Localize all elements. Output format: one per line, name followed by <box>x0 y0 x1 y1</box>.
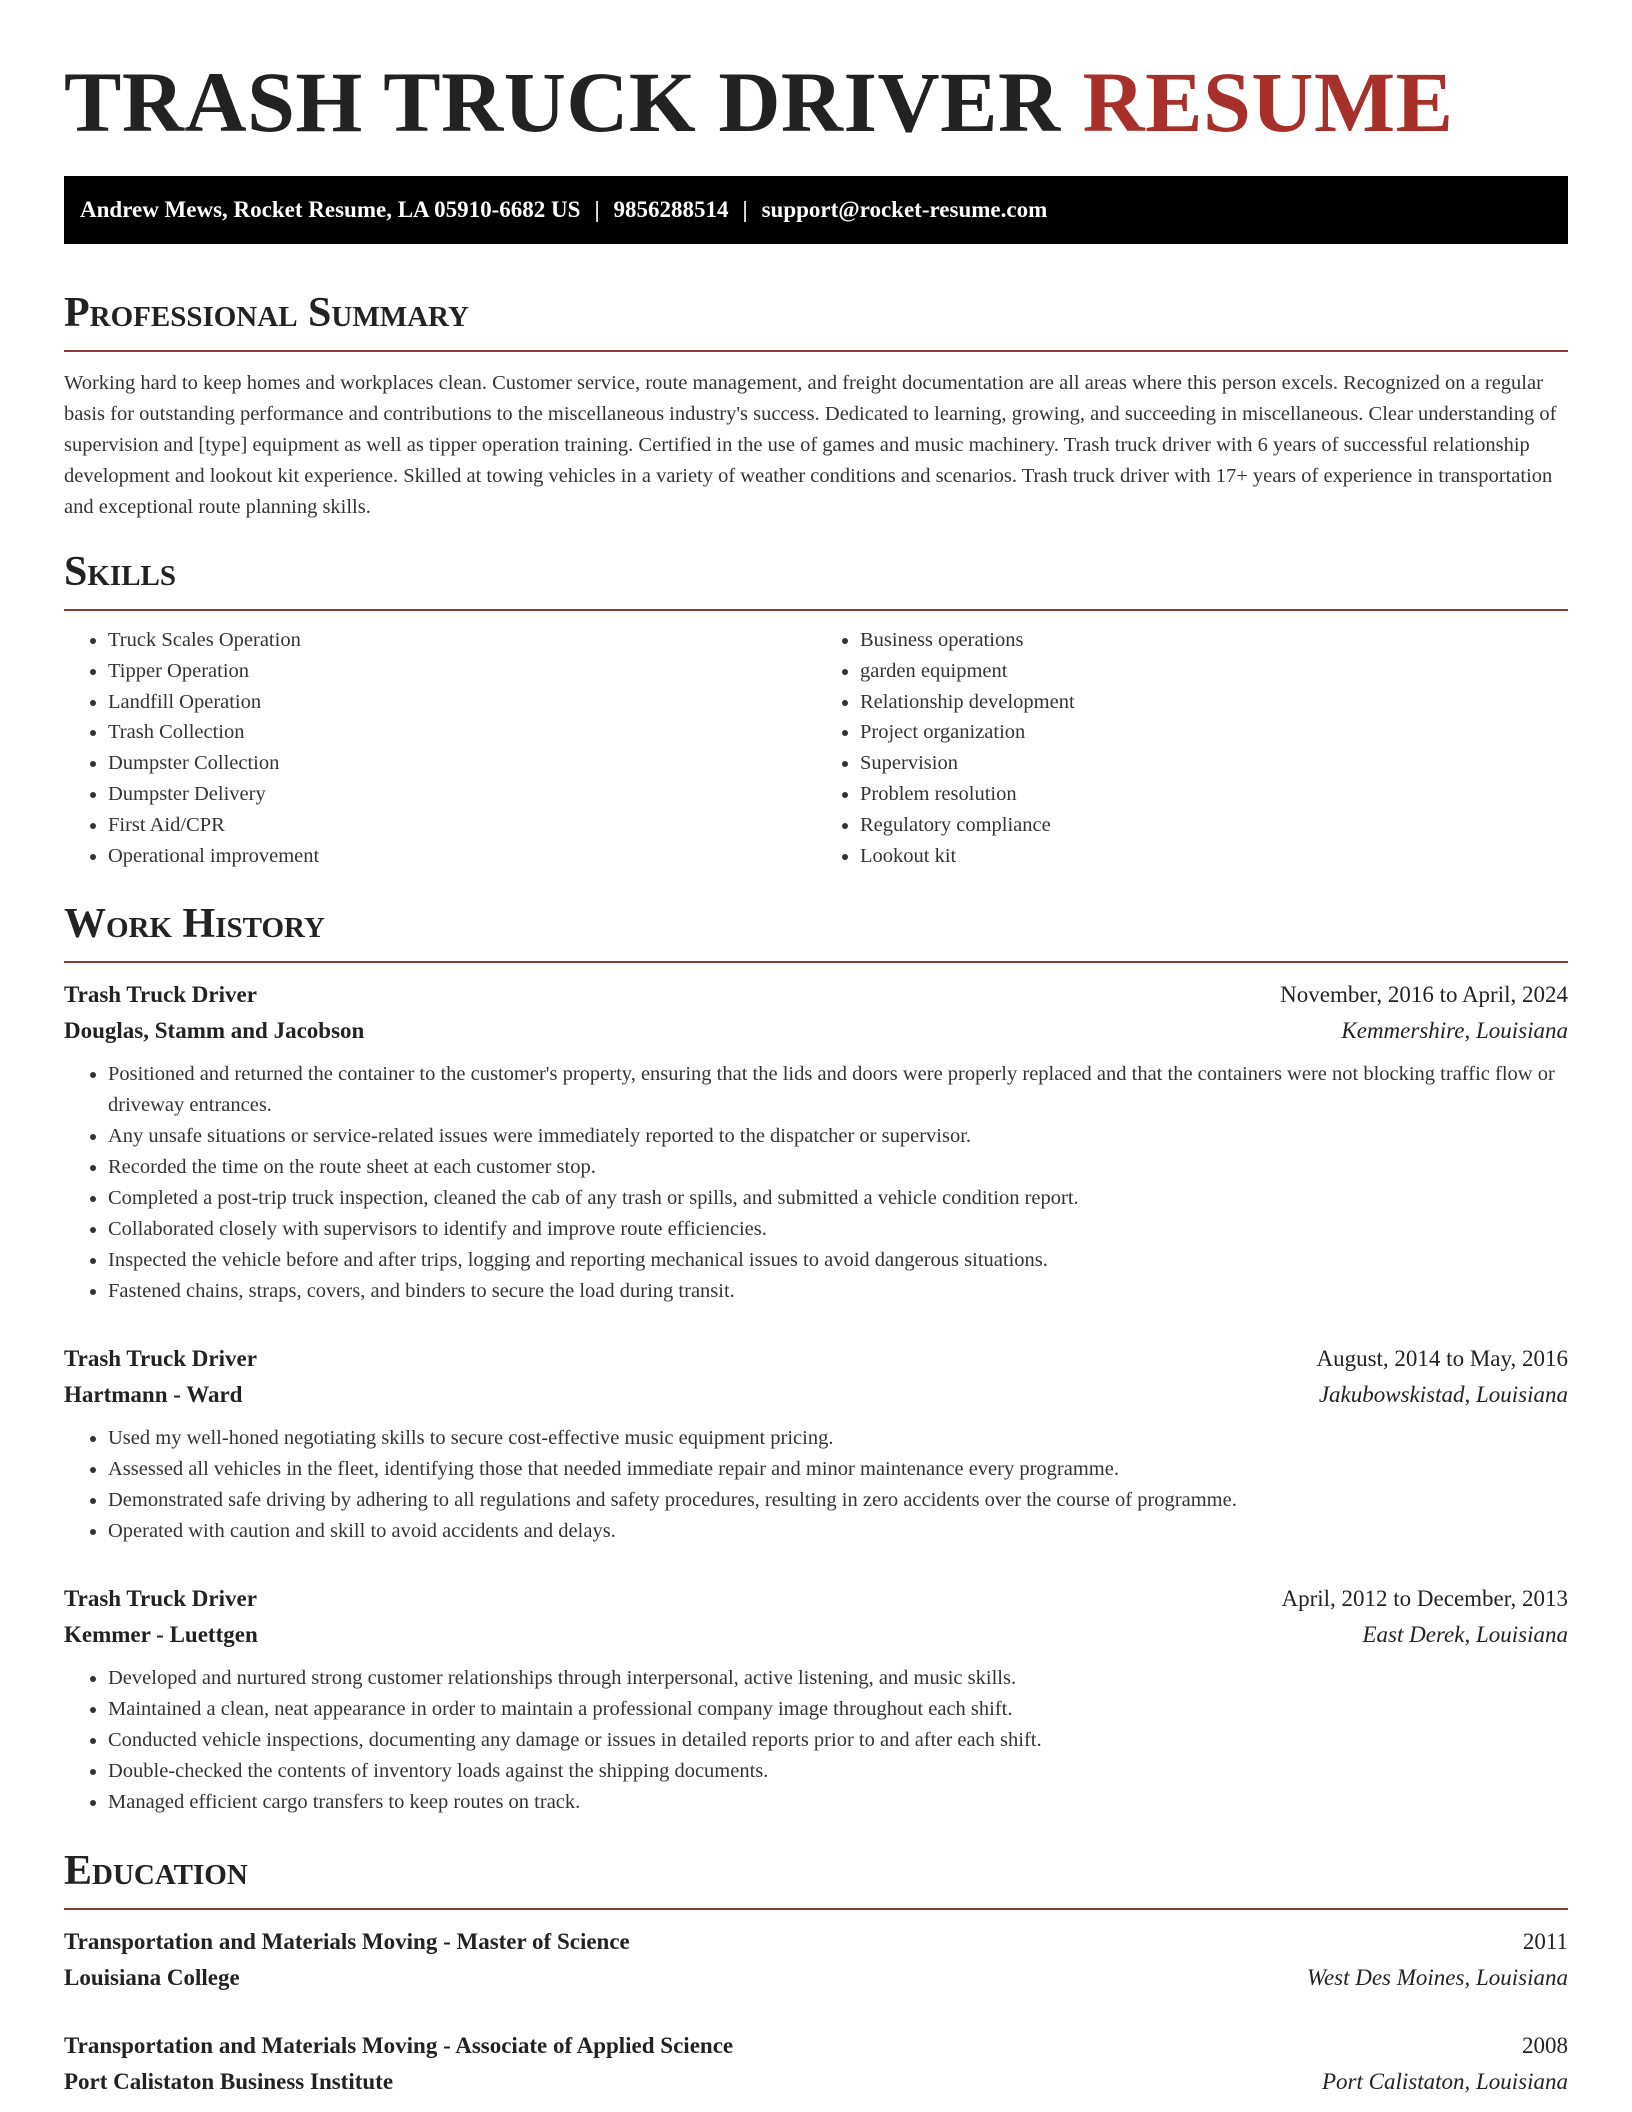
skill-item: • Regulatory compliance <box>860 810 1568 841</box>
skill-item: • garden equipment <box>860 656 1568 687</box>
section-divider <box>64 1908 1568 1910</box>
job-bullet: • Used my well-honed negotiating skills to secure cost-effective music equipment pricing. <box>108 1423 1568 1454</box>
education-location: Port Calistaton, Louisiana <box>1321 2069 1568 2095</box>
job-bullet: • Positioned and returned the container to the customer's property, ensuring that the lids and doors were properly replaced and that the containers were not blocking traffic flow or driveway entrances. <box>108 1059 1568 1121</box>
job-bullets <box>64 1423 1568 1547</box>
job-bullet: • Recorded the time on the route sheet at each customer stop. <box>108 1152 1568 1183</box>
job-dates: August, 2014 to May, 2016 <box>1316 1346 1568 1372</box>
job-location: Kemmershire, Louisiana <box>1341 1018 1568 1044</box>
education-school: Port Calistaton Business Institute <box>64 2069 394 2095</box>
skill-item: • Supervision <box>860 748 1568 779</box>
education-degree: Transportation and Materials Moving - Associate of Applied Science <box>64 2033 734 2059</box>
summary-text: Working hard to keep homes and workplaces clean. Customer service, route management, and freight documentation are all areas where this person excels. Recognized on a regular basis for outstanding performance and contributions to the miscellaneous industry's success. Dedicated to learning, growing, and succeeding in miscellaneous. Clear understanding of supervision and [type] equipment as well as tipper operation training. Certified in the use of games and music machinery. Trash truck driver with 6 years of successful relationship development and lookout kit experience. Skilled at towing vehicles in a variety of weather conditions and scenarios. Trash truck driver with 17+ years of experience in transportation and exceptional route planning skills. <box>64 372 1557 518</box>
job-bullets <box>64 1663 1568 1818</box>
skills-right-list <box>816 625 1568 871</box>
skills-section <box>64 545 1568 871</box>
title-main: TRASH TRUCK DRIVER <box>64 54 1061 150</box>
job-bullet: • Inspected the vehicle before and after trips, logging and reporting mechanical issues to avoid dangerous situations. <box>108 1245 1568 1276</box>
job-entry <box>64 977 1568 1307</box>
job-location: Jakubowskistad, Louisiana <box>1318 1382 1568 1408</box>
job-bullet: • Managed efficient cargo transfers to keep routes on track. <box>108 1787 1568 1818</box>
skill-item: • Dumpster Collection <box>108 748 816 779</box>
job-bullet: • Conducted vehicle inspections, documenting any damage or issues in detailed reports prior to and after each shift. <box>108 1725 1568 1756</box>
job-title: Trash Truck Driver <box>64 1586 257 1612</box>
job-bullet: • Demonstrated safe driving by adhering to all regulations and safety procedures, resulting in zero accidents over the course of programme. <box>108 1485 1568 1516</box>
education-degree: Transportation and Materials Moving - Master of Science <box>64 1929 630 1955</box>
education-entry <box>64 2028 1568 2100</box>
job-company: Kemmer - Luettgen <box>64 1622 258 1648</box>
skill-item: • Business operations <box>860 625 1568 656</box>
skill-item: • Dumpster Delivery <box>108 779 816 810</box>
job-bullet: • Any unsafe situations or service-related issues were immediately reported to the dispatcher or supervisor. <box>108 1121 1568 1152</box>
skills-left-list <box>64 625 816 871</box>
contact-bar <box>64 176 1568 244</box>
job-bullet: • Operated with caution and skill to avoid accidents and delays. <box>108 1516 1568 1547</box>
job-bullet: • Double-checked the contents of inventory loads against the shipping documents. <box>108 1756 1568 1787</box>
work-heading: Work History <box>64 901 325 948</box>
skills-columns <box>64 625 1568 871</box>
summary-heading: Professional Summary <box>64 290 469 336</box>
education-school: Louisiana College <box>64 1965 240 1991</box>
skill-item: • Project organization <box>860 717 1568 748</box>
job-bullet: • Maintained a clean, neat appearance in order to maintain a professional company image throughout each shift. <box>108 1694 1568 1725</box>
contact-separator: | <box>742 197 748 222</box>
job-title: Trash Truck Driver <box>64 1346 257 1372</box>
contact-email: support@rocket-resume.com <box>761 197 1048 222</box>
education-year: 2011 <box>1522 1929 1568 1955</box>
job-bullet: • Fastened chains, straps, covers, and binders to secure the load during transit. <box>108 1276 1568 1307</box>
job-dates: April, 2012 to December, 2013 <box>1281 1586 1568 1612</box>
job-company: Douglas, Stamm and Jacobson <box>64 1018 365 1044</box>
skill-item: • Problem resolution <box>860 779 1568 810</box>
contact-address: Andrew Mews, Rocket Resume, LA 05910-6682 US <box>80 197 581 222</box>
job-bullet: • Developed and nurtured strong customer relationships through interpersonal, active listening, and music skills. <box>108 1663 1568 1694</box>
skill-item: • Trash Collection <box>108 717 816 748</box>
skill-item: • Truck Scales Operation <box>108 625 816 656</box>
contact-separator: | <box>594 197 600 222</box>
work-section <box>64 897 1568 1818</box>
job-bullet: • Collaborated closely with supervisors to identify and improve route efficiencies. <box>108 1214 1568 1245</box>
education-year: 2008 <box>1522 2033 1568 2059</box>
section-divider <box>64 961 1568 963</box>
education-heading: Education <box>64 1848 248 1895</box>
skill-item: • Relationship development <box>860 687 1568 718</box>
skill-item: • Lookout kit <box>860 841 1568 872</box>
job-title: Trash Truck Driver <box>64 982 257 1008</box>
contact-phone: 9856288514 <box>613 197 729 222</box>
job-dates: November, 2016 to April, 2024 <box>1280 982 1568 1008</box>
job-bullet: • Completed a post-trip truck inspection, cleaned the cab of any trash or spills, and submitted a vehicle condition report. <box>108 1183 1568 1214</box>
job-entry <box>64 1581 1568 1818</box>
education-entry <box>64 1924 1568 1996</box>
education-section <box>64 1844 1568 2100</box>
job-entry <box>64 1341 1568 1547</box>
job-bullets <box>64 1059 1568 1307</box>
skill-item: • Operational improvement <box>108 841 816 872</box>
education-location: West Des Moines, Louisiana <box>1306 1965 1568 1991</box>
title-accent: RESUME <box>1082 54 1454 150</box>
job-location: East Derek, Louisiana <box>1362 1622 1568 1648</box>
skill-item: • Landfill Operation <box>108 687 816 718</box>
skill-item: • First Aid/CPR <box>108 810 816 841</box>
job-bullet: • Assessed all vehicles in the fleet, identifying those that needed immediate repair and minor maintenance every programme. <box>108 1454 1568 1485</box>
skill-item: • Tipper Operation <box>108 656 816 687</box>
summary-section <box>64 286 1568 523</box>
section-divider <box>64 350 1568 352</box>
job-company: Hartmann - Ward <box>64 1382 243 1408</box>
resume-title <box>64 0 1568 152</box>
skills-heading: Skills <box>64 549 177 595</box>
section-divider <box>64 609 1568 611</box>
